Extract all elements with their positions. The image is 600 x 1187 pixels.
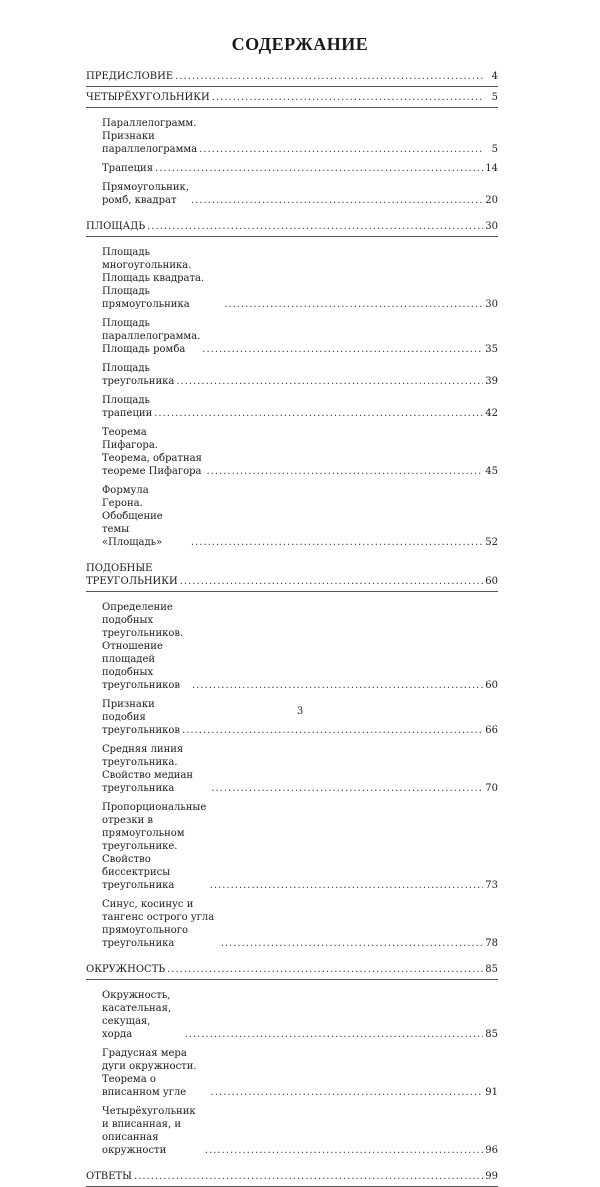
toc-entry-answers[interactable] <box>86 1166 498 1187</box>
toc-leader-dots <box>224 298 483 311</box>
toc-entry-title <box>102 601 190 692</box>
toc-entry-title: Площадь многоугольника. Площадь квадрата. Площадь прямоугольника <box>102 247 205 310</box>
toc-entry-title-line-2: Свойство биссектрисы треугольника <box>102 854 175 891</box>
table-of-contents <box>86 66 498 1187</box>
toc-leader-dots <box>191 194 483 207</box>
toc-page-number: 39 <box>485 376 498 387</box>
toc-leader-dots <box>199 143 484 156</box>
toc-leader-dots <box>176 375 483 388</box>
toc-entry-trapezoid[interactable] <box>86 159 498 178</box>
toc-page-number: 30 <box>485 221 498 232</box>
toc-entry-title: Площадь треугольника <box>102 363 175 387</box>
page-title: СОДЕРЖАНИЕ <box>231 34 369 54</box>
toc-entry-title: Синус, косинус и тангенс острого угла прямоугольного треугольника <box>102 899 215 949</box>
toc-page-number: 78 <box>485 938 498 949</box>
toc-leader-dots <box>207 465 484 478</box>
toc-entry-title <box>102 801 208 892</box>
toc-leader-dots <box>211 782 483 795</box>
toc-entry-similar-definition[interactable] <box>86 598 498 695</box>
toc-entry-title: Четырёхугольник и вписанная, и описанная окружности <box>102 1106 196 1156</box>
toc-entry-similar-triangles[interactable] <box>86 558 498 592</box>
toc-entry-title: ПОДОБНЫЕ ТРЕУГОЛЬНИКИ <box>86 563 178 587</box>
toc-entry-title: Площадь трапеции <box>102 395 153 419</box>
toc-leader-dots <box>134 1170 483 1183</box>
toc-entry-trapezoid-area[interactable] <box>86 391 498 423</box>
toc-entry-area[interactable] <box>86 216 498 237</box>
toc-entry-polygon-area[interactable] <box>86 243 498 314</box>
toc-leader-dots <box>210 879 484 892</box>
toc-page-number: 99 <box>485 1171 498 1182</box>
toc-leader-dots <box>167 963 483 976</box>
toc-page-number: 60 <box>485 680 498 691</box>
toc-entry-title: Формула Герона. Обобщение темы «Площадь» <box>102 485 163 548</box>
toc-entry-title: ЧЕТЫРЁХУГОЛЬНИКИ <box>86 92 210 103</box>
toc-page-number: 4 <box>491 71 498 82</box>
toc-entry-heron-formula[interactable] <box>86 481 498 552</box>
toc-entry-title: Средняя линия треугольника. Свойство медиан треугольника <box>102 744 194 794</box>
toc-entry-proportional-segments[interactable] <box>86 798 498 895</box>
toc-entry-title: Параллелограмм. Признаки параллелограмма <box>102 118 198 155</box>
toc-entry-circle[interactable] <box>86 959 498 980</box>
toc-page-number: 91 <box>485 1087 498 1098</box>
toc-entry-title: Теорема Пифагора. Теорема, обратная теореме Пифагора <box>102 427 202 477</box>
toc-leader-dots <box>147 220 483 233</box>
toc-page-number: 52 <box>485 537 498 548</box>
toc-page-number: 20 <box>485 195 498 206</box>
toc-entry-title: ПРЕДИСЛОВИЕ <box>86 71 174 82</box>
toc-entry-similarity-criteria[interactable] <box>86 695 498 740</box>
toc-entry-preface[interactable] <box>86 66 498 87</box>
toc-page-number: 66 <box>485 725 498 736</box>
toc-page-number: 30 <box>485 299 498 310</box>
toc-page-number: 85 <box>485 1029 498 1040</box>
toc-entry-inscribed-circumscribed[interactable] <box>86 1102 498 1160</box>
toc-entry-title: Прямоугольник, ромб, квадрат <box>102 182 189 206</box>
toc-page-number: 96 <box>485 1145 498 1156</box>
toc-leader-dots <box>191 536 483 549</box>
toc-leader-dots <box>221 937 484 950</box>
toc-entry-inscribed-angle[interactable] <box>86 1044 498 1102</box>
toc-entry-midline[interactable] <box>86 740 498 798</box>
toc-leader-dots <box>154 407 483 420</box>
toc-page-number: 70 <box>485 783 498 794</box>
toc-leader-dots <box>185 1028 484 1041</box>
toc-entry-rectangle-rhombus-square[interactable] <box>86 178 498 210</box>
toc-entry-parallelogram-area[interactable] <box>86 314 498 359</box>
toc-page-number: 42 <box>485 408 498 419</box>
toc-page-number: 60 <box>485 576 498 587</box>
toc-leader-dots <box>205 1144 483 1157</box>
toc-entry-title: ПЛОЩАДЬ <box>86 221 146 232</box>
toc-page-number: 85 <box>485 964 498 975</box>
toc-page-number: 5 <box>491 144 498 155</box>
toc-entry-title-line-2: Отношение площадей подобных треугольников <box>102 641 181 691</box>
toc-entry-title: Трапеция <box>102 163 154 174</box>
toc-leader-dots <box>182 724 483 737</box>
toc-page-number: 14 <box>485 163 498 174</box>
toc-entry-title: Окружность, касательная, секущая, хорда <box>102 990 172 1040</box>
toc-entry-circle-tangent[interactable] <box>86 986 498 1044</box>
toc-leader-dots <box>202 343 483 356</box>
toc-page-number: 45 <box>485 466 498 477</box>
toc-page-number: 73 <box>485 880 498 891</box>
toc-leader-dots <box>192 679 483 692</box>
toc-entry-quadrilaterals[interactable] <box>86 87 498 108</box>
toc-leader-dots <box>180 575 484 588</box>
toc-entry-title: ОТВЕТЫ <box>86 1171 133 1182</box>
toc-page-number: 35 <box>485 344 498 355</box>
toc-leader-dots <box>212 91 484 104</box>
toc-entry-pythagorean-theorem[interactable] <box>86 423 498 481</box>
toc-entry-title-line-1: Определение подобных треугольников. <box>102 602 184 639</box>
toc-entry-title-line-1: Пропорциональные отрезки в прямоугольном треугольнике. <box>102 802 207 852</box>
toc-entry-title: Признаки подобия треугольников <box>102 699 181 736</box>
page-number: 3 <box>296 706 304 717</box>
toc-entry-trig-ratios[interactable] <box>86 895 498 953</box>
toc-leader-dots <box>211 1086 484 1099</box>
toc-page-number: 5 <box>491 92 498 103</box>
toc-leader-dots <box>175 70 484 83</box>
toc-entry-title: Площадь параллелограмма. Площадь ромба <box>102 318 201 355</box>
toc-leader-dots <box>155 162 483 175</box>
toc-entry-parallelogram[interactable] <box>86 114 498 159</box>
toc-entry-triangle-area[interactable] <box>86 359 498 391</box>
toc-entry-title: Градусная мера дуги окружности. Теорема о вписанном угле <box>102 1048 197 1098</box>
toc-entry-title: ОКРУЖНОСТЬ <box>86 964 166 975</box>
